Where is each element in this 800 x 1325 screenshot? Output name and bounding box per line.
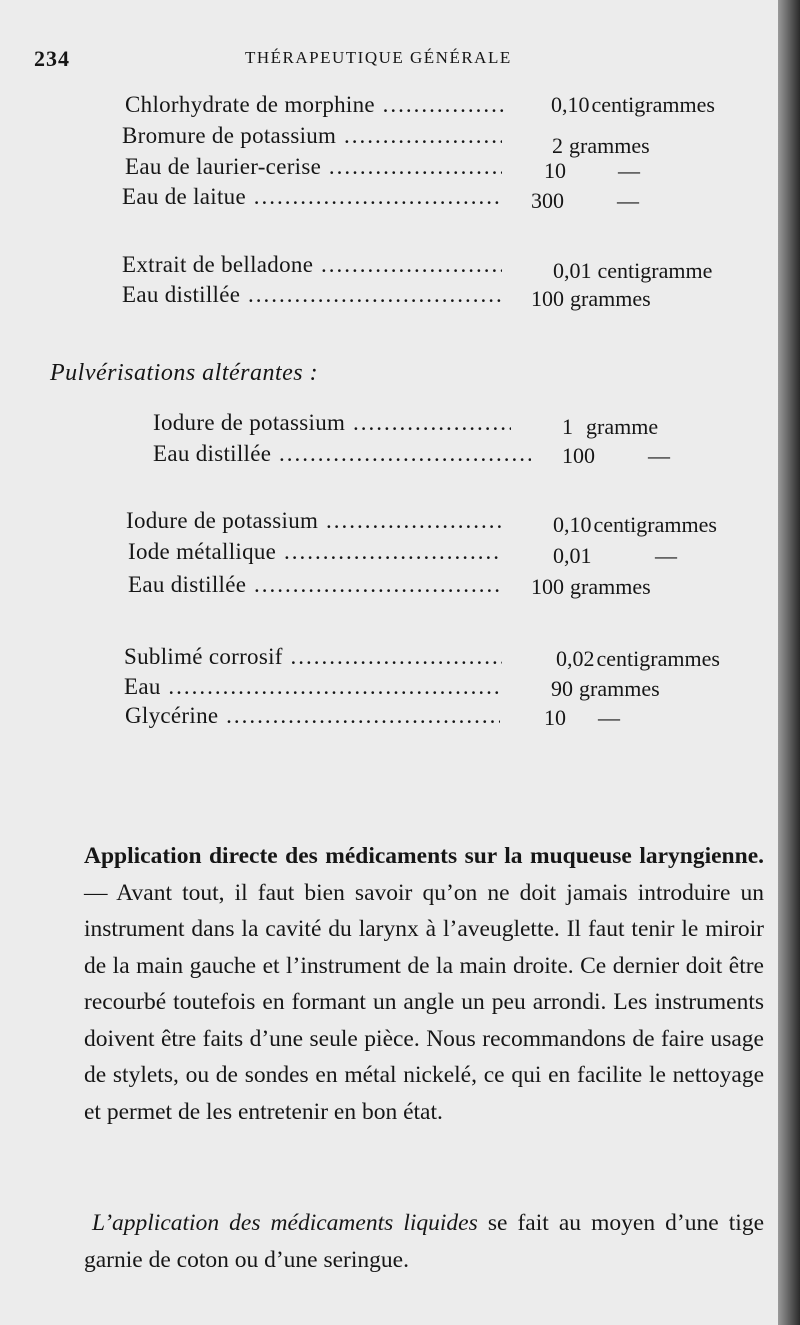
ingredient-name: Eau de laurier-cerise ..... [125,154,502,180]
quantity-value: 0,01 [553,543,592,568]
quantity-unit: — [598,705,620,730]
paragraph-text [84,838,764,1130]
ingredient-name: Bromure de potassium ..... [122,123,502,149]
ingredient-quantity [562,414,658,440]
page-number: 234 [34,46,70,71]
quantity-unit: — [618,158,640,183]
ingredient-name: Sublimé corrosif ..... [124,644,502,670]
ingredient-name: Eau distillée ..... [128,572,500,598]
quantity-value: 300 [531,188,564,213]
running-title: THÉRAPEUTIQUE GÉNÉRALE [245,48,512,67]
ingredient-name: Chlorhydrate de morphine ..... [125,92,505,118]
ingredient-quantity [531,286,651,312]
ingredient-quantity [553,512,717,538]
quantity-value: 0,02 [556,646,595,671]
paragraph-body: se fait au moyen d’une tige garnie de coton ou d’une seringue. [84,1210,765,1273]
quantity-value: 90 [551,676,573,701]
quantity-value: 10 [544,158,566,183]
ingredient-name: Glycérine ..... [125,703,500,729]
quantity-value: 2 [552,133,563,158]
quantity-unit: gramme [586,414,659,439]
quantity-unit: grammes [570,286,651,311]
ingredient-quantity [531,188,639,214]
ingredient-quantity [531,574,651,600]
page-header [0,46,782,76]
ingredient-name: Iodure de potassium ..... [153,410,511,436]
quantity-unit: grammes [570,574,651,599]
ingredient-quantity [553,543,677,569]
quantity-value: 100 [531,286,564,311]
ingredient-name: Extrait de belladone ..... [122,252,502,278]
quantity-value: 100 [562,443,595,468]
quantity-value: 0,10 [553,512,592,537]
paragraph-text [84,1205,764,1278]
ingredient-quantity [551,92,715,118]
ingredient-name: Iodure de potassium ..... [126,508,501,534]
paragraph-heading: Application directe des médicaments sur la muqueuse laryngienne. [84,843,764,869]
ingredient-quantity [556,646,720,672]
quantity-unit: centigrammes [591,92,715,117]
quantity-unit: centigrammes [593,512,717,537]
quantity-unit: — [648,443,670,468]
ingredient-name: Eau distillée ..... [122,282,502,308]
quantity-value: 0,10 [551,92,590,117]
quantity-unit: — [655,543,677,568]
page-edge-shadow [778,0,800,1325]
ingredient-quantity [544,158,640,184]
ingredient-quantity [553,258,712,284]
ingredient-quantity [562,443,670,469]
application-paragraph [84,838,764,1130]
quantity-value: 1 [562,414,573,439]
italic-lead: L’application des médicaments liquides [92,1210,478,1236]
ingredient-name: Eau ..... [124,674,500,700]
ingredient-name: Iode métallique ..... [128,539,500,565]
ingredient-quantity [552,133,650,159]
quantity-unit: grammes [569,133,650,158]
ingredient-name: Eau distillée ..... [153,441,531,467]
quantity-unit: — [617,188,639,213]
ingredient-quantity [544,705,620,731]
quantity-value: 10 [544,705,566,730]
ingredient-quantity [551,676,660,702]
quantity-unit: centigrammes [596,646,720,671]
quantity-unit: centigramme [597,258,713,283]
quantity-unit: grammes [579,676,660,701]
ingredient-name: Eau de laitue ..... [122,184,500,210]
quantity-value: 100 [531,574,564,599]
quantity-value: 0,01 [553,258,592,283]
section-title: Pulvérisations altérantes : [50,360,319,386]
liquid-application-paragraph [84,1205,764,1278]
paragraph-body: — Avant tout, il faut bien savoir qu’on ne doit jamais introduire un instrument dans la cavité du larynx à l’aveuglette. Il faut tenir le miroir de la main gauche et l’instrument de la main droite. Ce dernier doit être recourbé toutefois en formant un angle un peu arrondi. Les instruments doivent être faits d’une seule pièce. Nous recommandons de faire usage de stylets, ou de sondes en métal nickelé, ce qui en facilite le nettoyage et permet de les entretenir en bon état. [84,879,764,1125]
